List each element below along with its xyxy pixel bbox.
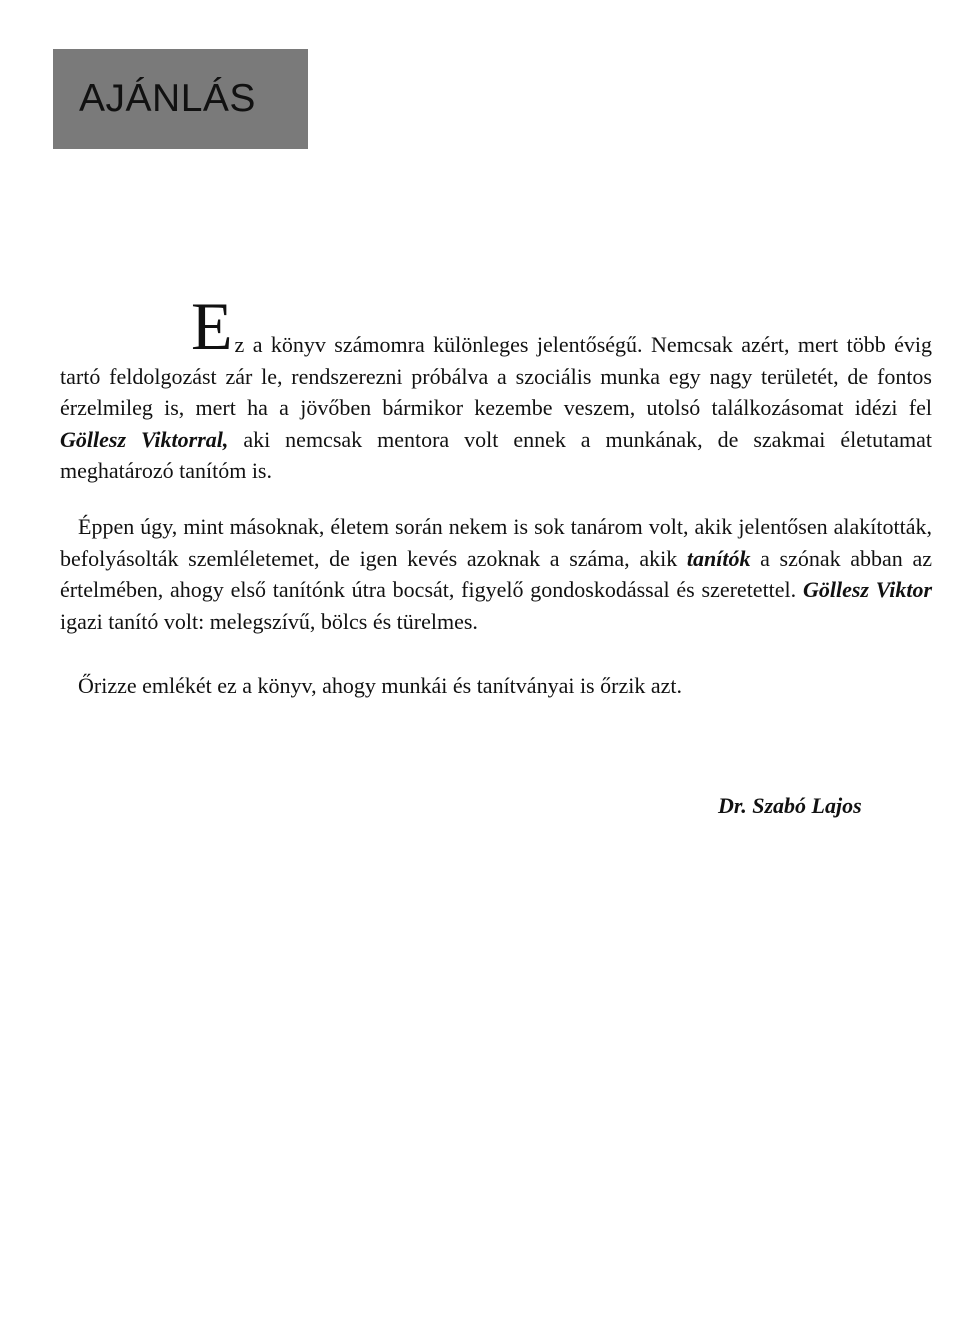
section-header-box: [53, 49, 308, 149]
paragraph-text: a szónak abban az értelmében, ahogy első tanítónk útra bocsát, figyelő gondoskodással és szeretettel.: [60, 545, 932, 602]
paragraph-text: igazi tanító volt: melegszívű, bölcs és türelmes.: [60, 608, 478, 634]
paragraph-intro: [60, 288, 933, 487]
drop-cap: E: [191, 288, 233, 364]
paragraph-text: Őrizze emlékét ez a könyv, ahogy munkái és tanítványai is őrzik azt.: [78, 673, 682, 698]
emphasized-name: Göllesz Viktorral,: [60, 426, 229, 452]
paragraph-text: z a könyv számomra különleges jelentőségű. Nemcsak azért, mert több évig tartó feldolgozást zár le, rendszerezni próbálva a szociális munka egy nagy területét, de fontos érzelmileg is, mert ha a jövőben bármikor kezembe veszem, utolsó találkozásomat idézi fel: [60, 332, 932, 420]
paragraph-teachers: [60, 511, 932, 637]
paragraph-text: Éppen úgy, mint másoknak, életem során nekem is sok tanárom volt, akik jelentősen alakították, befolyásolták szemléletemet, de igen kevés azoknak a száma, akik: [60, 514, 932, 571]
paragraph-text: aki nemcsak mentora volt ennek a munkának, de szakmai életutamat meghatározó tanítóm is.: [60, 426, 933, 483]
emphasized-name: Göllesz Viktor: [802, 577, 933, 602]
section-title: AJÁNLÁS: [79, 77, 256, 120]
emphasized-word: tanítók: [686, 545, 751, 571]
signature: Dr. Szabó Lajos: [718, 793, 862, 818]
paragraph-closing: [60, 670, 932, 702]
